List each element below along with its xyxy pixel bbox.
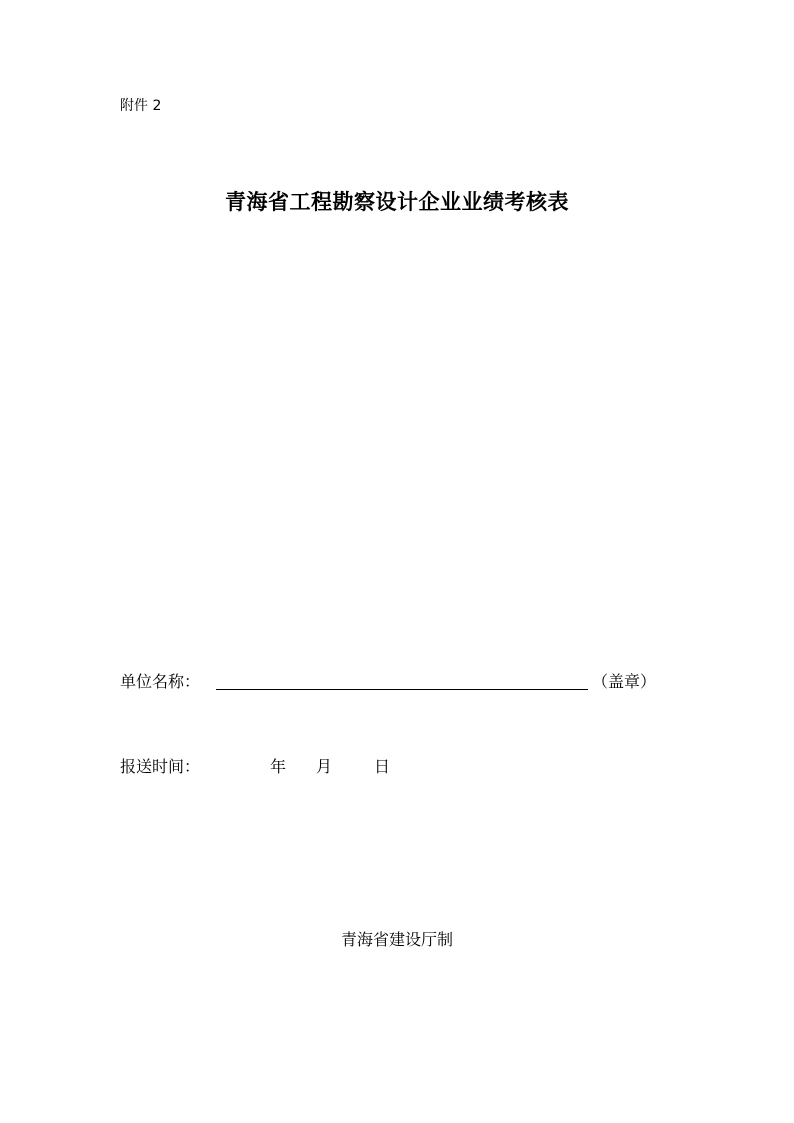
day-label: 日 [374, 757, 391, 776]
unit-name-underline[interactable] [216, 689, 588, 690]
page-title: 青海省工程勘察设计企业业绩考核表 [225, 189, 569, 214]
report-time-label: 报送时间： [120, 757, 201, 776]
year-label: 年 [270, 757, 287, 776]
unit-name-label: 单位名称： [120, 672, 201, 691]
month-label: 月 [316, 757, 333, 776]
issuer-footer: 青海省建设厅制 [340, 930, 453, 949]
seal-note: （盖章） [592, 672, 657, 691]
attachment-label: 附件 2 [120, 98, 162, 114]
